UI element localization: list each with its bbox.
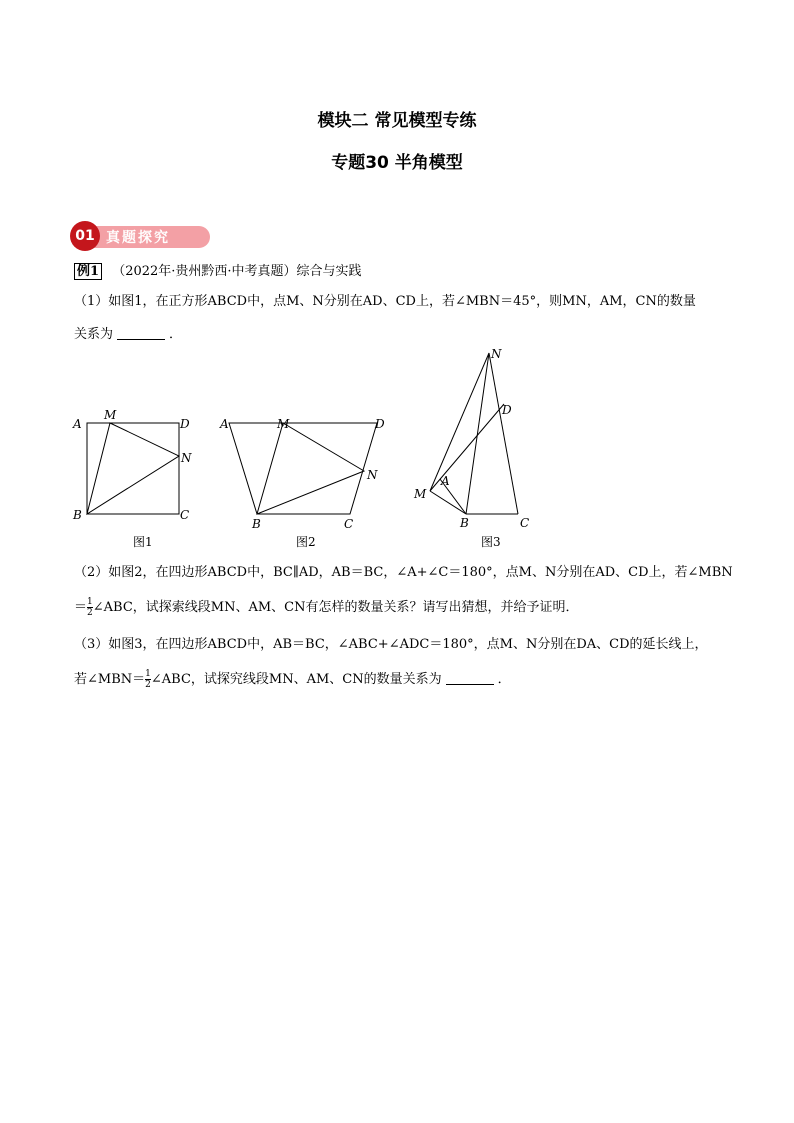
fig3-label-m: M [414,487,427,501]
figure-3 [430,353,518,514]
fig3-label-d: D [502,403,512,417]
fig1-label-d: D [180,417,190,431]
banner-label: 真题探究 [106,230,170,246]
figure-1 [87,423,179,514]
fraction-denominator: 2 [145,680,151,690]
fig1-label-m: M [104,408,117,422]
banner-badge: 01 [70,221,100,251]
question-1-relation-label: 关系为 [74,327,114,342]
example-tag: 例1 [74,263,102,280]
fraction-numerator: 1 [87,597,93,607]
fig1-caption: 图1 [133,535,153,549]
fig3-label-a: A [441,474,450,488]
page-title: 模块二 常见模型专练 [317,111,477,131]
fig1-square-abcd [87,423,179,514]
fraction-numerator: 1 [145,669,151,679]
fig1-label-n: N [181,451,192,465]
fraction-denominator: 2 [87,608,93,618]
fig2-label-n: N [367,468,378,482]
question-2-line-1: （2）如图2，在四边形ABCD中，BC∥AD，AB＝BC，∠A+∠C＝180°，点M、N分别在AD、CD上，若∠MBN [74,565,733,580]
fig2-label-a: A [220,417,229,431]
fig2-label-d: D [375,417,385,431]
question-3-text: ∠ABC，试探究线段MN、AM、CN的数量关系为 [150,672,442,687]
fig3-segment-mn [430,353,489,491]
fig1-triangle-bmn [87,423,179,514]
fig2-label-b: B [252,517,261,531]
fig3-segment-nc [489,353,518,514]
example-source: （2022年·贵州黔西·中考真题）综合与实践 [112,264,362,279]
question-3-prefix: 若∠MBN＝ [74,672,146,687]
fig3-caption: 图3 [481,535,501,549]
period: ． [497,672,511,687]
fig3-label-n: N [491,347,502,361]
fig2-triangle-bmn [257,423,364,514]
fig1-label-c: C [180,508,190,522]
period: ． [169,327,183,342]
fig3-label-c: C [520,516,530,530]
fig2-trapezoid-abcd [229,423,377,514]
fig3-segment-nb [466,353,489,514]
fig3-label-b: B [460,516,469,530]
fig2-label-c: C [344,517,354,531]
page-subtitle: 专题30 半角模型 [331,153,463,173]
fig1-label-a: A [73,417,82,431]
equals-sign: ＝ [74,600,88,615]
fig3-segment-mb [430,491,466,514]
question-2-text: ∠ABC，试探索线段MN、AM、CN有怎样的数量关系？请写出猜想，并给予证明． [92,600,579,615]
fig2-label-m: M [277,417,290,431]
question-1-line-1: （1）如图1，在正方形ABCD中，点M、N分别在AD、CD上，若∠MBN＝45°，则MN，AM，CN的数量 [74,294,696,309]
figure-2 [229,423,377,514]
fig2-caption: 图2 [296,535,316,549]
question-3-line-1: （3）如图3，在四边形ABCD中，AB＝BC，∠ABC+∠ADC＝180°，点M、N分别在DA、CD的延长线上， [74,637,708,652]
fig1-label-b: B [73,508,82,522]
